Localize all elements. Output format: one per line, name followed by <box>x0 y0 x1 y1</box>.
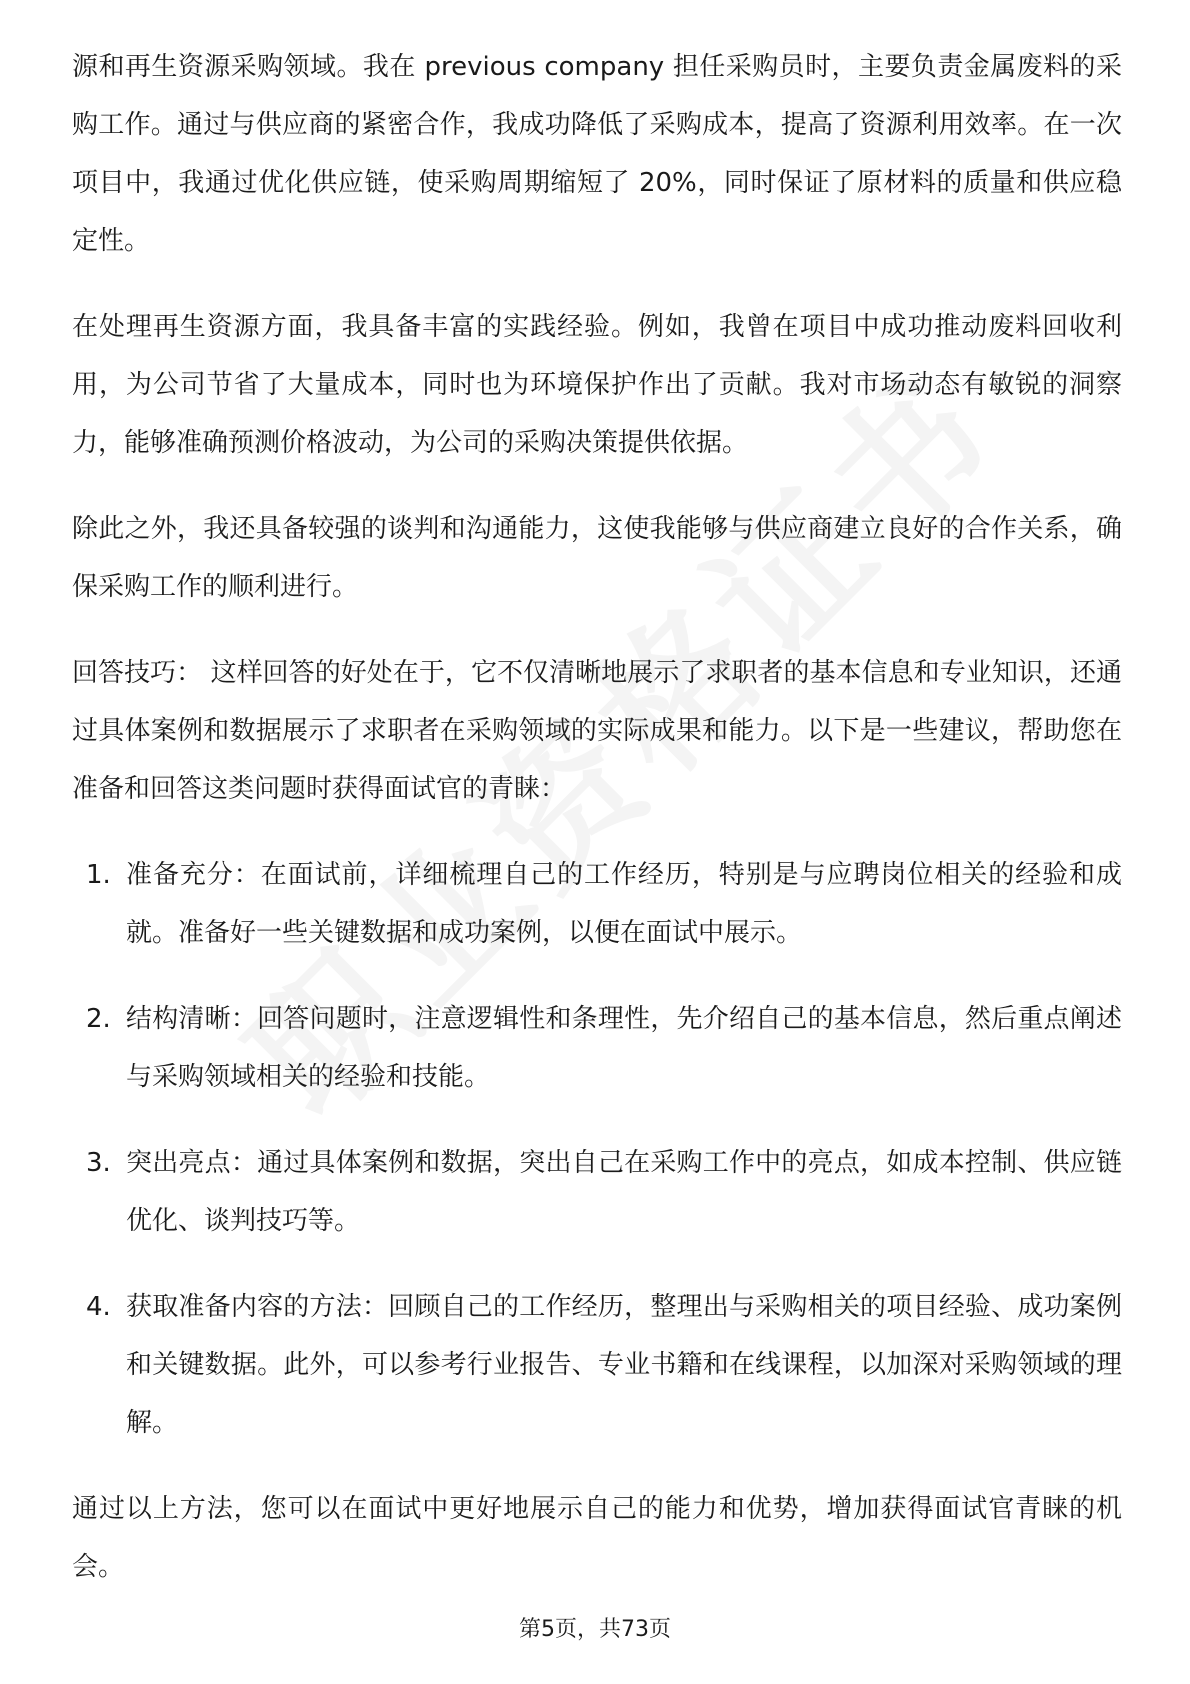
list-text: 获取准备内容的方法：回顾自己的工作经历，整理出与采购相关的项目经验、成功案例和关键数据。此外，可以参考行业报告、专业书籍和在线课程，以加深对采购领域的理解。 <box>126 1292 1122 1438</box>
list-item <box>72 1278 1122 1452</box>
paragraph-intro: 源和再生资源采购领域。我在 previous company 担任采购员时，主要负责金属废料的采购工作。通过与供应商的紧密合作，我成功降低了采购成本，提高了资源利用效率。在一次项目中，我通过优化供应链，使采购周期缩短了 20%，同时保证了原材料的质量和供应稳定性。 <box>72 52 1122 256</box>
paragraph-recycling-experience: 在处理再生资源方面，我具备丰富的实践经验。例如，我曾在项目中成功推动废料回收利用，为公司节省了大量成本，同时也为环境保护作出了贡献。我对市场动态有敏锐的洞察力，能够准确预测价格波动，为公司的采购决策提供依据。 <box>72 312 1122 458</box>
list-item <box>72 990 1122 1106</box>
tips-list <box>72 846 1122 1452</box>
list-text: 准备充分：在面试前，详细梳理自己的工作经历，特别是与应聘岗位相关的经验和成就。准备好一些关键数据和成功案例，以便在面试中展示。 <box>126 860 1122 948</box>
list-number: 2. <box>86 1004 111 1034</box>
list-text: 结构清晰：回答问题时，注意逻辑性和条理性，先介绍自己的基本信息，然后重点阐述与采购领域相关的经验和技能。 <box>126 1004 1122 1092</box>
paragraph-negotiation: 除此之外，我还具备较强的谈判和沟通能力，这使我能够与供应商建立良好的合作关系，确保采购工作的顺利进行。 <box>72 514 1122 602</box>
paragraph-closing: 通过以上方法，您可以在面试中更好地展示自己的能力和优势，增加获得面试官青睐的机会。 <box>72 1494 1122 1582</box>
list-text: 突出亮点：通过具体案例和数据，突出自己在采购工作中的亮点，如成本控制、供应链优化、谈判技巧等。 <box>126 1148 1122 1236</box>
list-item <box>72 1134 1122 1250</box>
list-number: 1. <box>86 860 111 890</box>
list-item <box>72 846 1122 962</box>
page-content <box>72 38 1122 1624</box>
list-number: 3. <box>86 1148 111 1178</box>
paragraph-answer-tips: 回答技巧： 这样回答的好处在于，它不仅清晰地展示了求职者的基本信息和专业知识，还通过具体案例和数据展示了求职者在采购领域的实际成果和能力。以下是一些建议，帮助您在准备和回答这类问题时获得面试官的青睐： <box>72 658 1122 804</box>
list-number: 4. <box>86 1292 111 1322</box>
page-number-footer: 第5页，共73页 <box>519 1617 671 1642</box>
